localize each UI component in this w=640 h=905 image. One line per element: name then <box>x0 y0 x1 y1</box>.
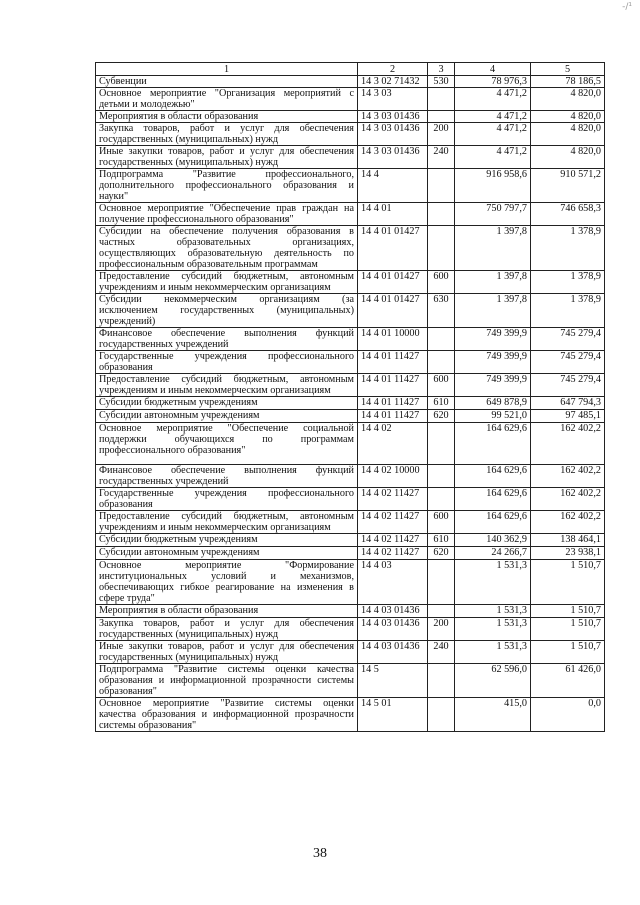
row-expense-type-cell: 620 <box>428 547 455 560</box>
row-expense-type-cell <box>428 664 455 698</box>
row-name-cell: Предоставление субсидий бюджетным, автономным учреждениям и иным некоммерческим организациям <box>96 511 358 534</box>
row-expense-type-cell <box>428 423 455 465</box>
row-expense-type-cell: 600 <box>428 374 455 397</box>
row-code-cell: 14 3 03 <box>358 88 428 111</box>
row-name-cell: Финансовое обеспечение выполнения функций государственных учреждений <box>96 328 358 351</box>
table-row <box>96 511 605 534</box>
row-expense-type-cell: 610 <box>428 534 455 547</box>
row-expense-type-cell <box>428 488 455 511</box>
column-header: 4 <box>455 63 531 76</box>
row-code-cell: 14 4 02 11427 <box>358 488 428 511</box>
table-row <box>96 465 605 488</box>
row-value-col4-cell: 1 397,8 <box>455 271 531 294</box>
row-code-cell: 14 3 02 71432 <box>358 76 428 88</box>
row-expense-type-cell: 240 <box>428 641 455 664</box>
row-value-col4-cell: 1 531,3 <box>455 641 531 664</box>
row-code-cell: 14 4 01 01427 <box>358 271 428 294</box>
row-value-col5-cell: 162 402,2 <box>531 511 605 534</box>
row-name-cell: Закупка товаров, работ и услуг для обеспечения государственных (муниципальных) нужд <box>96 618 358 641</box>
row-code-cell: 14 4 01 <box>358 203 428 226</box>
row-value-col5-cell: 4 820,0 <box>531 88 605 111</box>
row-name-cell: Основное мероприятие "Обеспечение прав граждан на получение профессионального образования" <box>96 203 358 226</box>
row-name-cell: Субсидии бюджетным учреждениям <box>96 534 358 547</box>
row-value-col4-cell: 750 797,7 <box>455 203 531 226</box>
table-row <box>96 88 605 111</box>
row-name-cell: Мероприятия в области образования <box>96 111 358 123</box>
row-expense-type-cell: 620 <box>428 410 455 423</box>
column-header: 3 <box>428 63 455 76</box>
row-value-col4-cell: 4 471,2 <box>455 88 531 111</box>
table-row <box>96 76 605 88</box>
table-row <box>96 203 605 226</box>
row-expense-type-cell: 200 <box>428 618 455 641</box>
row-value-col4-cell: 78 976,3 <box>455 76 531 88</box>
row-value-col5-cell: 138 464,1 <box>531 534 605 547</box>
row-value-col5-cell: 1 378,9 <box>531 271 605 294</box>
table-row <box>96 351 605 374</box>
budget-table <box>95 62 605 732</box>
row-value-col4-cell: 164 629,6 <box>455 423 531 465</box>
row-name-cell: Иные закупки товаров, работ и услуг для обеспечения государственных (муниципальных) нужд <box>96 641 358 664</box>
row-name-cell: Субсидии бюджетным учреждениям <box>96 397 358 410</box>
row-value-col5-cell: 23 938,1 <box>531 547 605 560</box>
table-header-row <box>96 63 605 76</box>
table-row <box>96 641 605 664</box>
row-code-cell: 14 4 01 11427 <box>358 397 428 410</box>
row-value-col5-cell: 97 485,1 <box>531 410 605 423</box>
row-name-cell: Мероприятия в области образования <box>96 605 358 618</box>
row-expense-type-cell: 600 <box>428 271 455 294</box>
row-name-cell: Государственные учреждения профессионального образования <box>96 488 358 511</box>
row-value-col5-cell: 4 820,0 <box>531 111 605 123</box>
table-row <box>96 698 605 732</box>
row-name-cell: Основное мероприятие "Формирование институциональных условий и механизмов, обеспечивающих гибкое реагирование на изменения в сфере труда" <box>96 560 358 605</box>
row-name-cell: Финансовое обеспечение выполнения функций государственных учреждений <box>96 465 358 488</box>
column-header: 1 <box>96 63 358 76</box>
row-value-col5-cell: 0,0 <box>531 698 605 732</box>
row-code-cell: 14 4 02 11427 <box>358 547 428 560</box>
row-value-col4-cell: 749 399,9 <box>455 328 531 351</box>
row-name-cell: Иные закупки товаров, работ и услуг для обеспечения государственных (муниципальных) нужд <box>96 146 358 169</box>
table-row <box>96 169 605 203</box>
row-value-col4-cell: 24 266,7 <box>455 547 531 560</box>
row-expense-type-cell: 630 <box>428 294 455 328</box>
row-code-cell: 14 4 01 01427 <box>358 294 428 328</box>
row-code-cell: 14 4 01 01427 <box>358 226 428 271</box>
scan-corner-mark: -∕¹ <box>622 2 632 12</box>
row-value-col4-cell: 1 397,8 <box>455 294 531 328</box>
row-value-col4-cell: 749 399,9 <box>455 351 531 374</box>
row-value-col5-cell: 745 279,4 <box>531 351 605 374</box>
row-value-col4-cell: 1 397,8 <box>455 226 531 271</box>
row-value-col4-cell: 164 629,6 <box>455 465 531 488</box>
row-code-cell: 14 4 01 11427 <box>358 410 428 423</box>
row-value-col5-cell: 4 820,0 <box>531 146 605 169</box>
row-value-col5-cell: 4 820,0 <box>531 123 605 146</box>
table-row <box>96 294 605 328</box>
row-value-col5-cell: 78 186,5 <box>531 76 605 88</box>
row-value-col4-cell: 4 471,2 <box>455 111 531 123</box>
row-name-cell: Субсидии автономным учреждениям <box>96 547 358 560</box>
row-value-col5-cell: 745 279,4 <box>531 374 605 397</box>
table-row <box>96 123 605 146</box>
row-value-col5-cell: 1 378,9 <box>531 294 605 328</box>
row-code-cell: 14 4 02 11427 <box>358 534 428 547</box>
row-name-cell: Государственные учреждения профессионального образования <box>96 351 358 374</box>
row-value-col5-cell: 1 510,7 <box>531 605 605 618</box>
row-value-col5-cell: 61 426,0 <box>531 664 605 698</box>
row-name-cell: Субсидии некоммерческим организациям (за исключением государственных (муниципальных) учреждений) <box>96 294 358 328</box>
table-row <box>96 271 605 294</box>
row-code-cell: 14 4 03 01436 <box>358 641 428 664</box>
row-expense-type-cell <box>428 465 455 488</box>
row-code-cell: 14 4 02 11427 <box>358 511 428 534</box>
row-value-col4-cell: 1 531,3 <box>455 618 531 641</box>
row-value-col4-cell: 916 958,6 <box>455 169 531 203</box>
row-code-cell: 14 4 01 11427 <box>358 351 428 374</box>
row-code-cell: 14 4 03 <box>358 560 428 605</box>
row-expense-type-cell <box>428 169 455 203</box>
row-expense-type-cell: 240 <box>428 146 455 169</box>
row-code-cell: 14 3 03 01436 <box>358 146 428 169</box>
row-value-col4-cell: 415,0 <box>455 698 531 732</box>
row-code-cell: 14 4 01 10000 <box>358 328 428 351</box>
budget-table-body <box>96 63 605 732</box>
row-value-col4-cell: 99 521,0 <box>455 410 531 423</box>
column-header: 5 <box>531 63 605 76</box>
row-code-cell: 14 5 01 <box>358 698 428 732</box>
row-code-cell: 14 5 <box>358 664 428 698</box>
row-expense-type-cell <box>428 698 455 732</box>
row-code-cell: 14 4 02 <box>358 423 428 465</box>
row-name-cell: Основное мероприятие "Организация мероприятий с детьми и молодежью" <box>96 88 358 111</box>
row-expense-type-cell <box>428 560 455 605</box>
table-row <box>96 547 605 560</box>
table-row <box>96 560 605 605</box>
row-value-col5-cell: 162 402,2 <box>531 423 605 465</box>
row-code-cell: 14 4 03 01436 <box>358 618 428 641</box>
row-expense-type-cell <box>428 605 455 618</box>
row-value-col4-cell: 1 531,3 <box>455 605 531 618</box>
row-value-col4-cell: 1 531,3 <box>455 560 531 605</box>
row-value-col4-cell: 164 629,6 <box>455 488 531 511</box>
row-name-cell: Субвенции <box>96 76 358 88</box>
row-name-cell: Подпрограмма "Развитие системы оценки качества образования и информационной прозрачности системы образования" <box>96 664 358 698</box>
row-expense-type-cell: 600 <box>428 511 455 534</box>
row-value-col5-cell: 745 279,4 <box>531 328 605 351</box>
row-value-col5-cell: 1 378,9 <box>531 226 605 271</box>
row-value-col4-cell: 62 596,0 <box>455 664 531 698</box>
row-value-col4-cell: 164 629,6 <box>455 511 531 534</box>
table-row <box>96 664 605 698</box>
row-expense-type-cell <box>428 111 455 123</box>
row-expense-type-cell <box>428 351 455 374</box>
row-value-col4-cell: 649 878,9 <box>455 397 531 410</box>
row-code-cell: 14 4 01 11427 <box>358 374 428 397</box>
row-name-cell: Субсидии автономным учреждениям <box>96 410 358 423</box>
row-name-cell: Предоставление субсидий бюджетным, автономным учреждениям и иным некоммерческим организациям <box>96 374 358 397</box>
row-name-cell: Основное мероприятие "Развитие системы оценки качества образования и информационной прозрачности системы образования" <box>96 698 358 732</box>
table-row <box>96 423 605 465</box>
row-value-col5-cell: 1 510,7 <box>531 618 605 641</box>
row-code-cell: 14 3 03 01436 <box>358 111 428 123</box>
table-row <box>96 397 605 410</box>
row-value-col4-cell: 749 399,9 <box>455 374 531 397</box>
table-row <box>96 328 605 351</box>
row-value-col5-cell: 910 571,2 <box>531 169 605 203</box>
table-row <box>96 605 605 618</box>
table-row <box>96 488 605 511</box>
row-name-cell: Основное мероприятие "Обеспечение социальной поддержки обучающихся по программам профессионального образования" <box>96 423 358 465</box>
row-name-cell: Подпрограмма "Развитие профессионального, дополнительного профессионального образования и науки" <box>96 169 358 203</box>
row-value-col4-cell: 4 471,2 <box>455 123 531 146</box>
table-row <box>96 534 605 547</box>
row-expense-type-cell: 530 <box>428 76 455 88</box>
row-name-cell: Закупка товаров, работ и услуг для обеспечения государственных (муниципальных) нужд <box>96 123 358 146</box>
table-row <box>96 146 605 169</box>
row-value-col5-cell: 162 402,2 <box>531 488 605 511</box>
row-code-cell: 14 3 03 01436 <box>358 123 428 146</box>
row-code-cell: 14 4 <box>358 169 428 203</box>
row-value-col5-cell: 746 658,3 <box>531 203 605 226</box>
row-expense-type-cell: 200 <box>428 123 455 146</box>
row-value-col5-cell: 1 510,7 <box>531 560 605 605</box>
row-expense-type-cell <box>428 88 455 111</box>
column-header: 2 <box>358 63 428 76</box>
row-value-col5-cell: 1 510,7 <box>531 641 605 664</box>
table-row <box>96 226 605 271</box>
table-row <box>96 111 605 123</box>
row-code-cell: 14 4 02 10000 <box>358 465 428 488</box>
table-row <box>96 618 605 641</box>
row-value-col5-cell: 647 794,3 <box>531 397 605 410</box>
row-code-cell: 14 4 03 01436 <box>358 605 428 618</box>
row-value-col4-cell: 4 471,2 <box>455 146 531 169</box>
row-expense-type-cell <box>428 226 455 271</box>
row-expense-type-cell <box>428 203 455 226</box>
table-row <box>96 410 605 423</box>
row-name-cell: Субсидии на обеспечение получения образования в частных образовательных организациях, осуществляющих образовательную деятельность по профессиональным образовательным программам <box>96 226 358 271</box>
row-value-col5-cell: 162 402,2 <box>531 465 605 488</box>
page-number: 38 <box>313 846 327 861</box>
table-row <box>96 374 605 397</box>
row-expense-type-cell: 610 <box>428 397 455 410</box>
row-expense-type-cell <box>428 328 455 351</box>
row-value-col4-cell: 140 362,9 <box>455 534 531 547</box>
row-name-cell: Предоставление субсидий бюджетным, автономным учреждениям и иным некоммерческим организациям <box>96 271 358 294</box>
